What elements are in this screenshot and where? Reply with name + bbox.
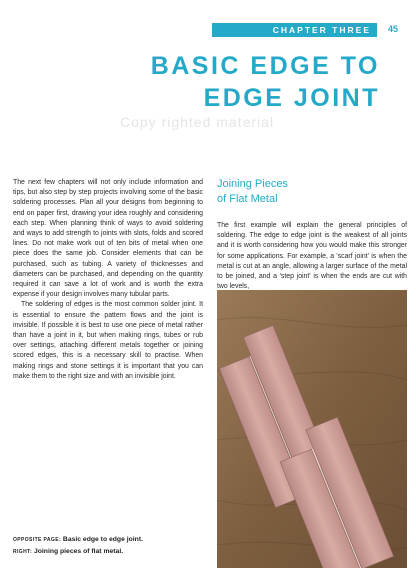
section-subheading (217, 177, 397, 207)
subheading-line-2: of Flat Metal (217, 193, 278, 205)
subheading-line-1: Joining Pieces (217, 178, 288, 190)
page-title (60, 50, 380, 114)
caption-opposite (13, 534, 203, 546)
chapter-label: CHAPTER THREE (272, 25, 371, 35)
page-number: 45 (388, 24, 399, 34)
watermark: Copy righted material (120, 114, 275, 130)
metal-strips-image (217, 290, 407, 568)
body-paragraph: The soldering of edges is the most common solder joint. It is essential to ensure the pattern flows and the joint is invisible. If possible it is best to use one piece of metal rather than have a joint in it, but when making rings, tubes or rub over settings, attaching different metals together or joining scored edges, this is a necessary skill to practise. When making rings and stone settings it is important that you can make them to the right size and with an invisible joint. (13, 301, 203, 380)
photo-metal-strips (217, 290, 407, 568)
caption-label: RIGHT: (13, 549, 33, 555)
body-paragraph: The next few chapters will not only include information and tips, but also step by step projects involving some of the basic soldering processes. Plan all your designs from beginning to end on paper first, drawing your idea roughly and considering each step. When planning think of ways to avoid soldering and ways to add strength to joints with slots, folds and scored lines. Do not make work out of ten bits of metal when one piece does the same job. Consider elements that can be purchased, such as tubing. A variety of thicknesses and diameters can be purchased, and depending on the quantity required it can save a lot of work and is worth the extra expense if your design involves many tubular parts. (13, 179, 203, 299)
image-captions (13, 534, 203, 558)
chapter-header-bar (212, 23, 377, 37)
caption-text: Joining pieces of flat metal. (33, 548, 124, 555)
title-line-1: BASIC EDGE TO (150, 52, 380, 80)
left-column (13, 178, 203, 382)
title-line-2: EDGE JOINT (203, 84, 380, 112)
caption-label: OPPOSITE PAGE: (13, 537, 62, 543)
caption-right (13, 546, 203, 558)
caption-text: Basic edge to edge joint. (62, 536, 143, 543)
right-column (217, 221, 407, 292)
body-paragraph: The first example will explain the general principles of soldering. The edge to edge joint is the weakest of all joints and it is worth considering how you would make this stronger for some applications. For example, a 'scarf joint' is when the metal is cut at an angle, allowing a larger surface of the metal to be joined, and a 'step joint' is when the ends are cut with two levels, (217, 222, 407, 291)
